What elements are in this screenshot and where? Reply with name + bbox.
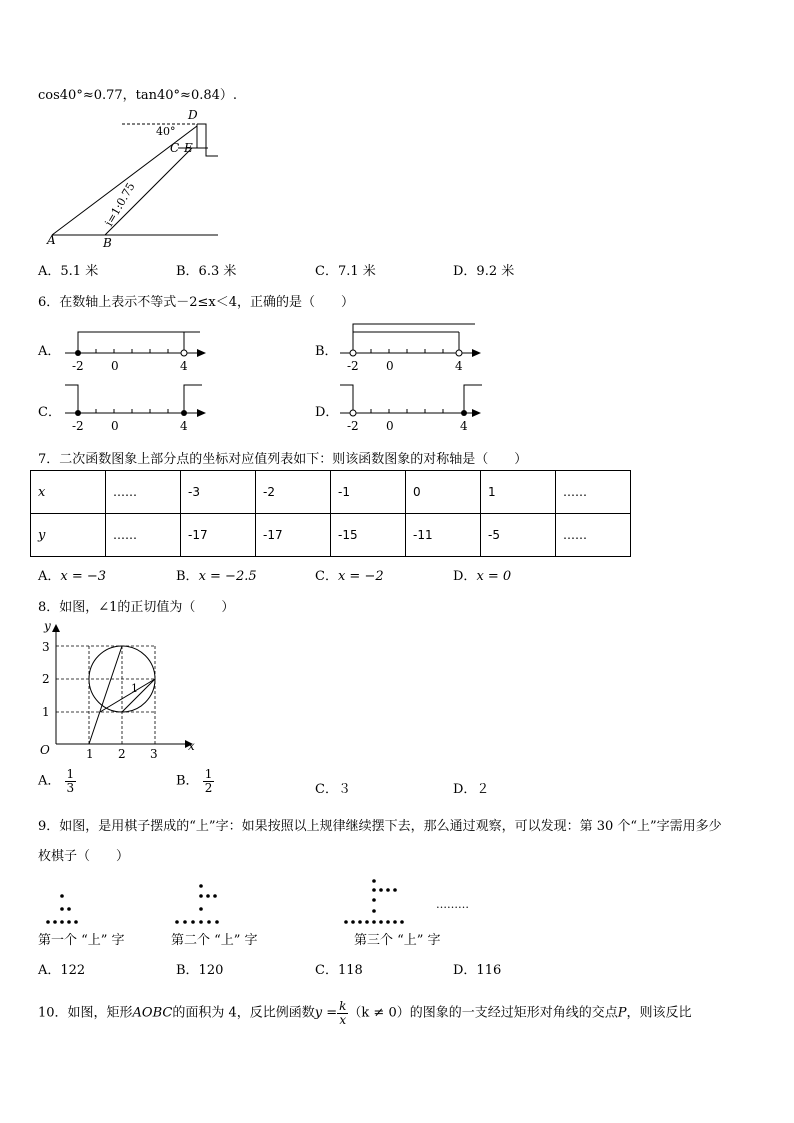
- label-b: B: [103, 236, 112, 250]
- svg-text:0: 0: [386, 419, 394, 433]
- svg-text:0: 0: [386, 359, 394, 372]
- table-cell: x: [31, 471, 106, 514]
- table-cell: y: [31, 514, 106, 557]
- svg-text:-2: -2: [347, 419, 359, 433]
- svg-text:3: 3: [150, 747, 158, 761]
- svg-text:4: 4: [180, 419, 188, 433]
- svg-text:x: x: [188, 739, 195, 753]
- step: [197, 124, 218, 156]
- svg-text:2: 2: [42, 672, 50, 686]
- svg-text:4: 4: [180, 359, 188, 372]
- label-e: E: [184, 141, 193, 155]
- q9-option-d[interactable]: D．116: [453, 963, 502, 978]
- q9-caption-3: 第三个 “上” 字: [354, 933, 441, 948]
- q7-option-c[interactable]: C．x = −2: [315, 569, 384, 584]
- table-cell: -5: [481, 514, 556, 557]
- q8-option-b[interactable]: B． $\frac{1}{2}$: [176, 767, 213, 795]
- table-cell: ……: [556, 471, 631, 514]
- number-line-a[interactable]: [60, 322, 210, 372]
- q7-option-d[interactable]: D．x = 0: [453, 569, 512, 584]
- table-cell: -3: [181, 471, 256, 514]
- number-line-b[interactable]: [335, 322, 485, 372]
- q5-option-a[interactable]: A．5.1 米: [38, 264, 99, 279]
- q9-caption-1: 第一个 “上” 字: [38, 933, 125, 948]
- q9-stem-line1: 9．如图，是用棋子摆成的“上”字：如果按照以上规律继续摆下去，那么通过观察，可以发现：第 30 个“上”字需用多少: [38, 819, 722, 834]
- q5-option-b[interactable]: B．6.3 米: [176, 264, 237, 279]
- table-cell: ……: [106, 514, 181, 557]
- table-row: [31, 471, 631, 514]
- svg-text:1: 1: [86, 747, 94, 761]
- q8-option-c[interactable]: C．３: [315, 782, 351, 797]
- table-cell: -11: [406, 514, 481, 557]
- table-cell: ……: [106, 471, 181, 514]
- q9-option-c[interactable]: C．118: [315, 963, 363, 978]
- table-cell: -2: [256, 471, 331, 514]
- svg-text:-2: -2: [347, 359, 359, 372]
- q8-stem: 8．如图，∠1的正切值为（ ）: [38, 600, 235, 615]
- svg-text:-2: -2: [72, 419, 84, 433]
- table-cell: -1: [331, 471, 406, 514]
- svg-text:0: 0: [111, 359, 119, 372]
- q5-option-c[interactable]: C．7.1 米: [315, 264, 376, 279]
- q8-option-a[interactable]: A． $\frac{1}{3}$: [38, 767, 75, 795]
- q7-stem: 7．二次函数图象上部分点的坐标对应值列表如下：则该函数图象的对称轴是（ ）: [38, 452, 528, 467]
- svg-text:4: 4: [460, 419, 468, 433]
- svg-text:-2: -2: [72, 359, 84, 372]
- svg-text:1: 1: [131, 682, 138, 695]
- table-cell: ……: [556, 514, 631, 557]
- label-c: C: [170, 141, 180, 155]
- q9-option-b[interactable]: B．120: [176, 963, 224, 978]
- q6-letter-d[interactable]: D．: [315, 405, 339, 420]
- table-cell: -17: [256, 514, 331, 557]
- svg-text:4: 4: [455, 359, 463, 372]
- svg-text:3: 3: [42, 640, 50, 654]
- q6-letter-b[interactable]: B．: [315, 344, 338, 359]
- table-cell: -15: [331, 514, 406, 557]
- label-d: D: [188, 108, 198, 122]
- q6-letter-a[interactable]: A．: [38, 344, 61, 359]
- q6-letter-c[interactable]: C．: [38, 405, 61, 420]
- q9-stem-line2: 枚棋子（ ）: [38, 849, 130, 864]
- chess-pieces-figure: [40, 876, 480, 928]
- q7-option-b[interactable]: B．x = −2.5: [176, 569, 257, 584]
- label-a: A: [47, 233, 56, 247]
- q7-option-a[interactable]: A．x = −3: [38, 569, 107, 584]
- q6-stem: 6．在数轴上表示不等式－2≤x＜4，正确的是（ ）: [38, 295, 355, 310]
- svg-text:1: 1: [42, 705, 50, 719]
- grid-circle-figure: [36, 618, 201, 763]
- svg-text:………: ………: [436, 898, 469, 911]
- table-row: [31, 514, 631, 557]
- angle-label: 40°: [156, 125, 176, 138]
- formula-line: cos40°≈0.77，tan40°≈0.84）.: [38, 88, 238, 103]
- value-table: [30, 470, 631, 557]
- q10-stem: 10．如图，矩形AOBC的面积为 4，反比例函数y = $\frac{k}{x}$ （k ≠ 0）的图象的一支经过矩形对角线的交点P，则该反比: [38, 999, 692, 1027]
- table-cell: 0: [406, 471, 481, 514]
- q9-option-a[interactable]: A．122: [38, 963, 86, 978]
- slope-line: [105, 148, 192, 235]
- svg-text:O: O: [40, 743, 50, 757]
- slope-figure: [40, 104, 240, 250]
- q8-option-d[interactable]: D．２: [453, 782, 490, 797]
- table-cell: 1: [481, 471, 556, 514]
- svg-text:2: 2: [118, 747, 126, 761]
- q9-caption-2: 第二个 “上” 字: [171, 933, 258, 948]
- number-line-c[interactable]: [60, 382, 210, 434]
- slope-label: i=1:0.75: [102, 180, 138, 229]
- svg-text:0: 0: [111, 419, 119, 433]
- svg-text:y: y: [44, 619, 51, 633]
- number-line-d[interactable]: [335, 382, 485, 434]
- table-cell: -17: [181, 514, 256, 557]
- q5-option-d[interactable]: D．9.2 米: [453, 264, 515, 279]
